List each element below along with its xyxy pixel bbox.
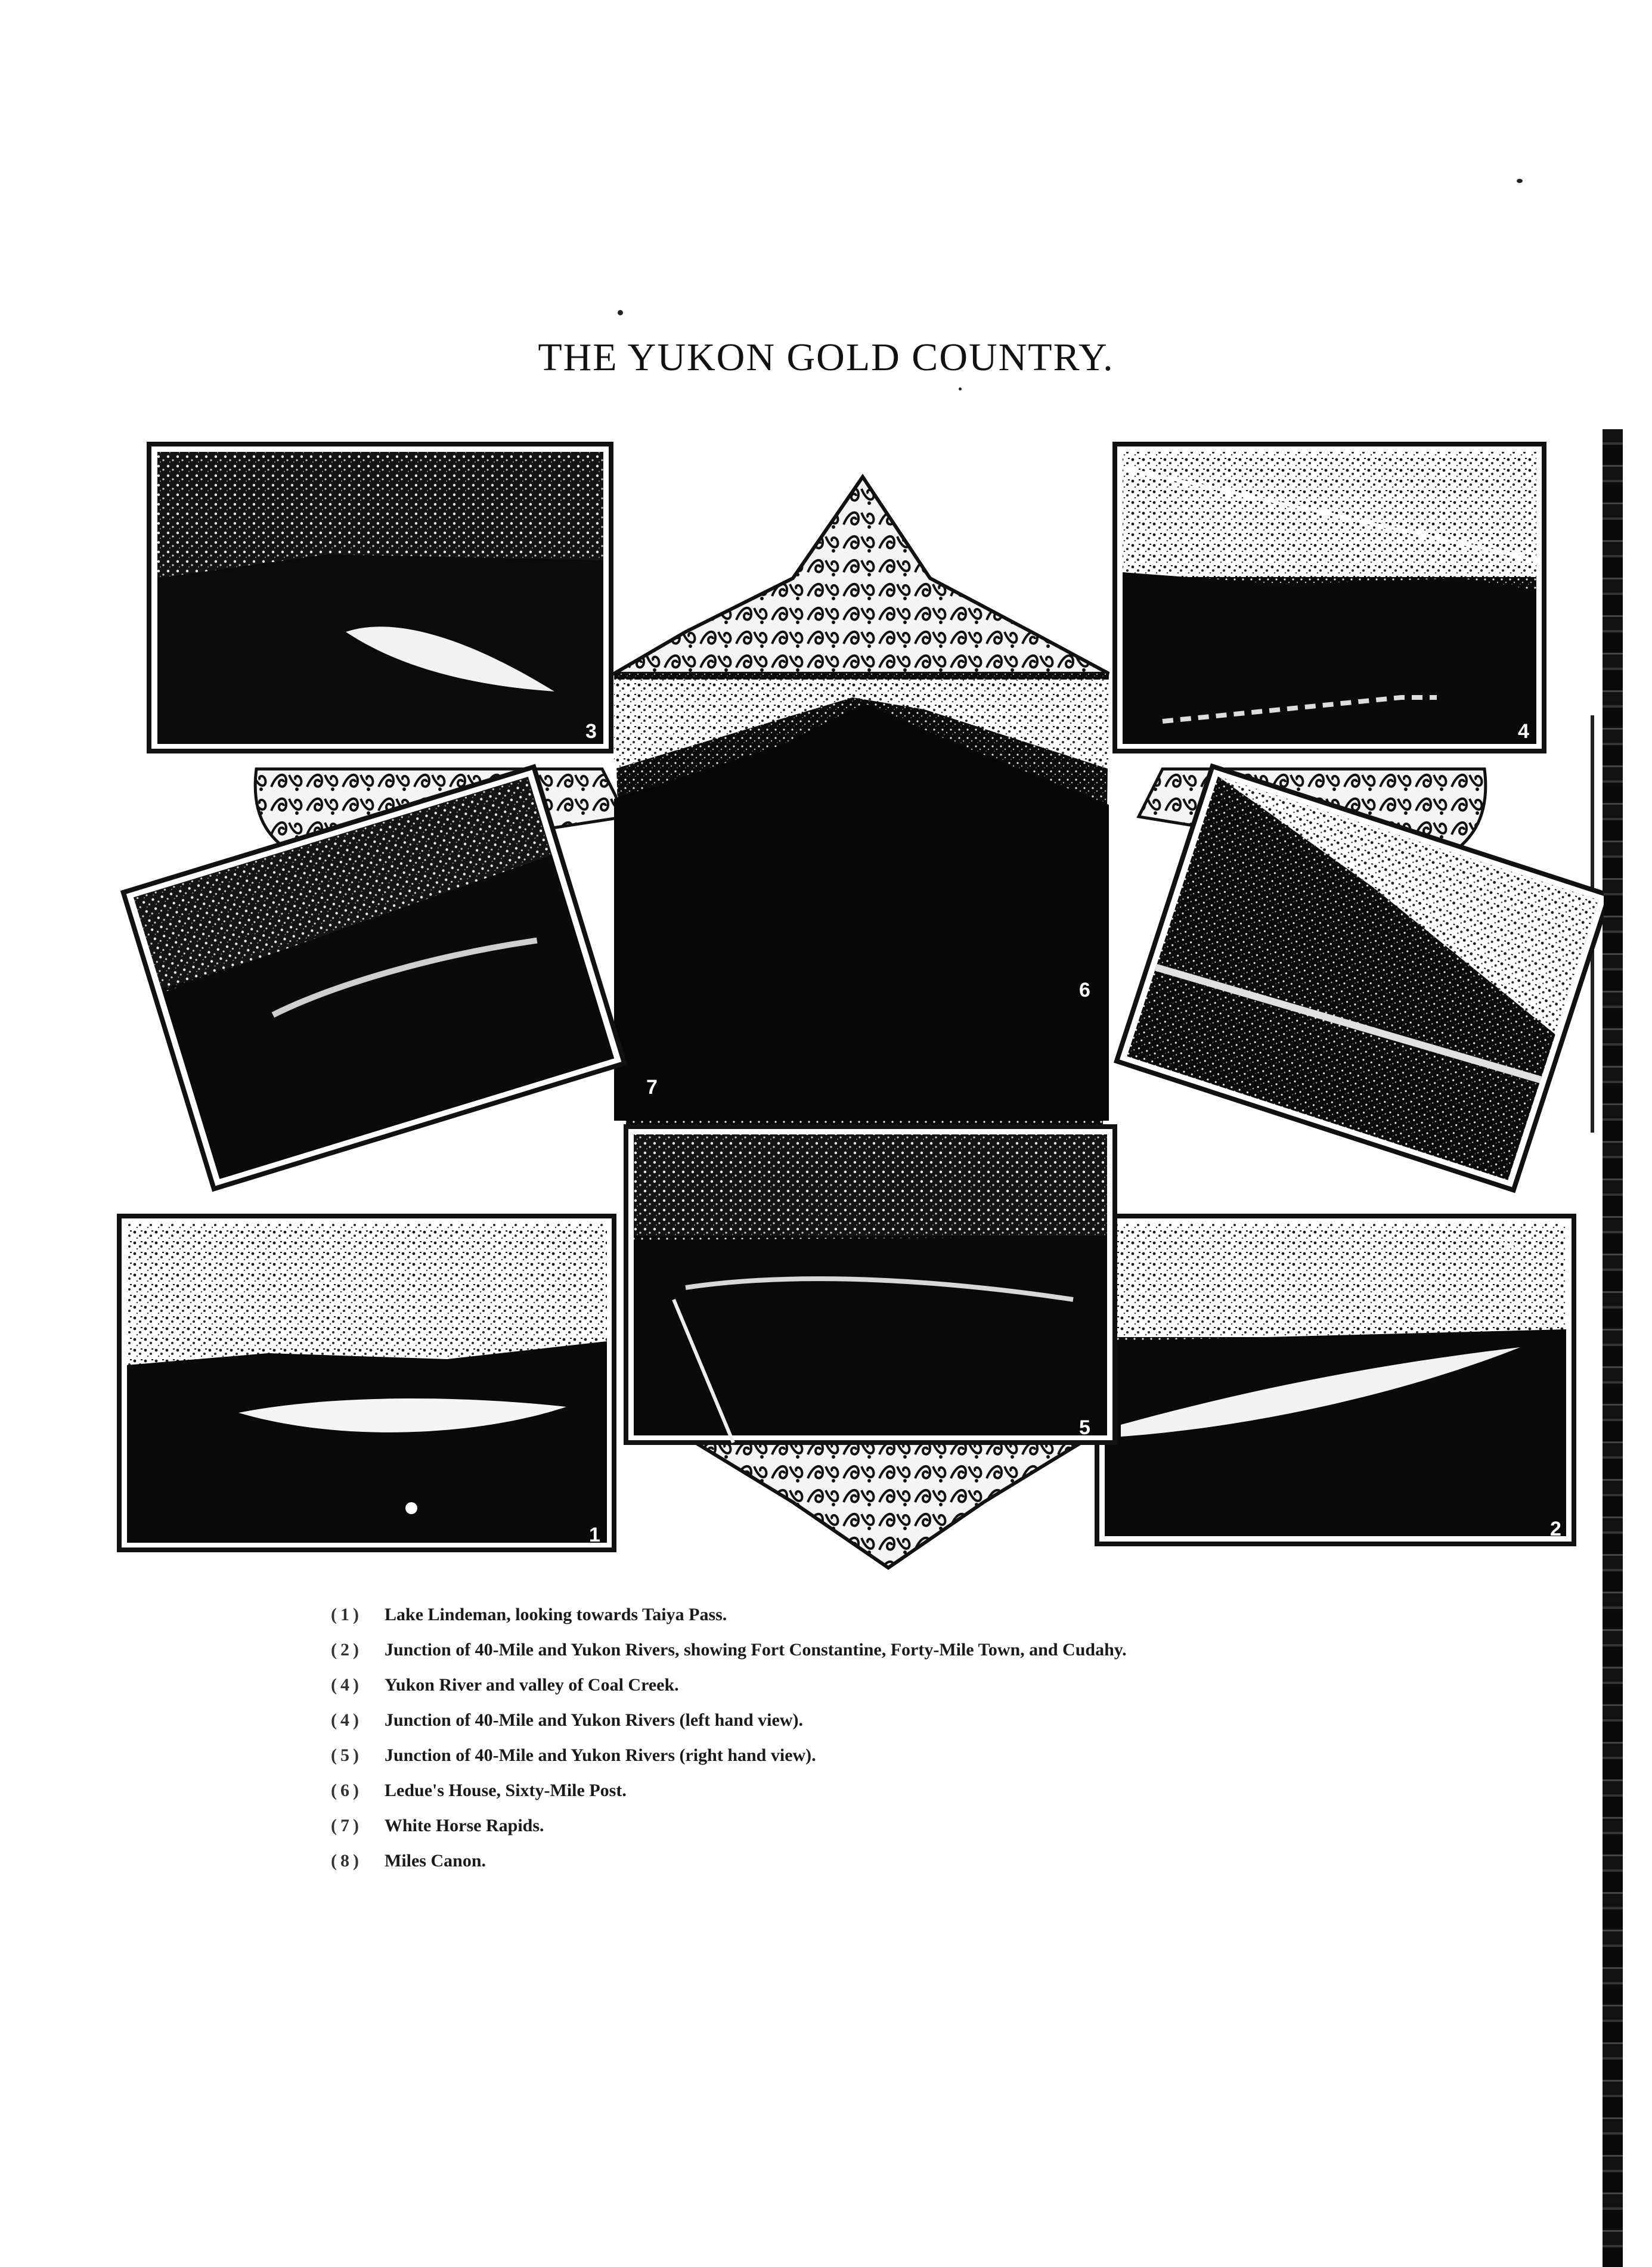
photo-number: 5 <box>1079 1416 1090 1439</box>
scan-edge-shadow <box>1603 429 1623 2267</box>
caption-text: Miles Canon. <box>385 1851 486 1871</box>
photo-number: 2 <box>1550 1518 1561 1540</box>
photo-3-graphic <box>149 444 611 751</box>
speck <box>1517 179 1523 183</box>
caption-text: Junction of 40-Mile and Yukon Rivers (right hand view). <box>385 1745 816 1765</box>
photo-7-graphic <box>123 767 625 1189</box>
caption-text: Junction of 40-Mile and Yukon Rivers (left hand view). <box>385 1710 803 1730</box>
photo-4-graphic <box>1115 444 1544 751</box>
caption-number: (5) <box>331 1745 362 1765</box>
caption-number: (4) <box>331 1710 362 1730</box>
caption-item <box>331 1675 1464 1710</box>
caption-text: Junction of 40-Mile and Yukon Rivers, showing Fort Constantine, Forty-Mile Town, and Cudahy. <box>385 1640 1127 1660</box>
caption-item <box>331 1851 1464 1886</box>
caption-item <box>331 1640 1464 1675</box>
speck <box>618 310 623 315</box>
caption-item <box>331 1710 1464 1745</box>
caption-item <box>331 1816 1464 1851</box>
photo-collage <box>89 435 1604 1574</box>
photo-number: 8 <box>1504 1234 1515 1257</box>
caption-number: (2) <box>331 1640 362 1660</box>
ornament-top <box>614 477 1109 674</box>
caption-number: (6) <box>331 1781 362 1800</box>
speck <box>959 387 962 390</box>
page-title: THE YUKON GOLD COUNTRY. <box>538 336 1114 379</box>
photo-number: 6 <box>1079 979 1090 1001</box>
photo-number: 1 <box>589 1524 600 1546</box>
caption-number: (8) <box>331 1851 362 1871</box>
caption-text: Ledue's House, Sixty-Mile Post. <box>385 1781 627 1800</box>
caption-list <box>331 1605 1464 1886</box>
photo-2-graphic <box>1097 1216 1574 1544</box>
photo-number: 3 <box>585 720 597 743</box>
collage-graphic <box>89 435 1604 1574</box>
photo-1-graphic <box>119 1216 614 1550</box>
caption-item <box>331 1605 1464 1640</box>
photo-number: 7 <box>646 1076 658 1099</box>
caption-text: Yukon River and valley of Coal Creek. <box>385 1675 679 1695</box>
photo-8-graphic <box>1117 767 1604 1190</box>
caption-number: (7) <box>331 1816 362 1835</box>
caption-text: Lake Lindeman, looking towards Taiya Pass. <box>385 1605 727 1624</box>
caption-text: White Horse Rapids. <box>385 1816 544 1835</box>
photo-5-graphic <box>626 1127 1115 1443</box>
caption-item <box>331 1745 1464 1781</box>
ornament-bottom <box>686 1437 1091 1568</box>
caption-number: (4) <box>331 1675 362 1695</box>
caption-item <box>331 1781 1464 1816</box>
photo-number: 4 <box>1518 720 1529 743</box>
caption-number: (1) <box>331 1605 362 1624</box>
